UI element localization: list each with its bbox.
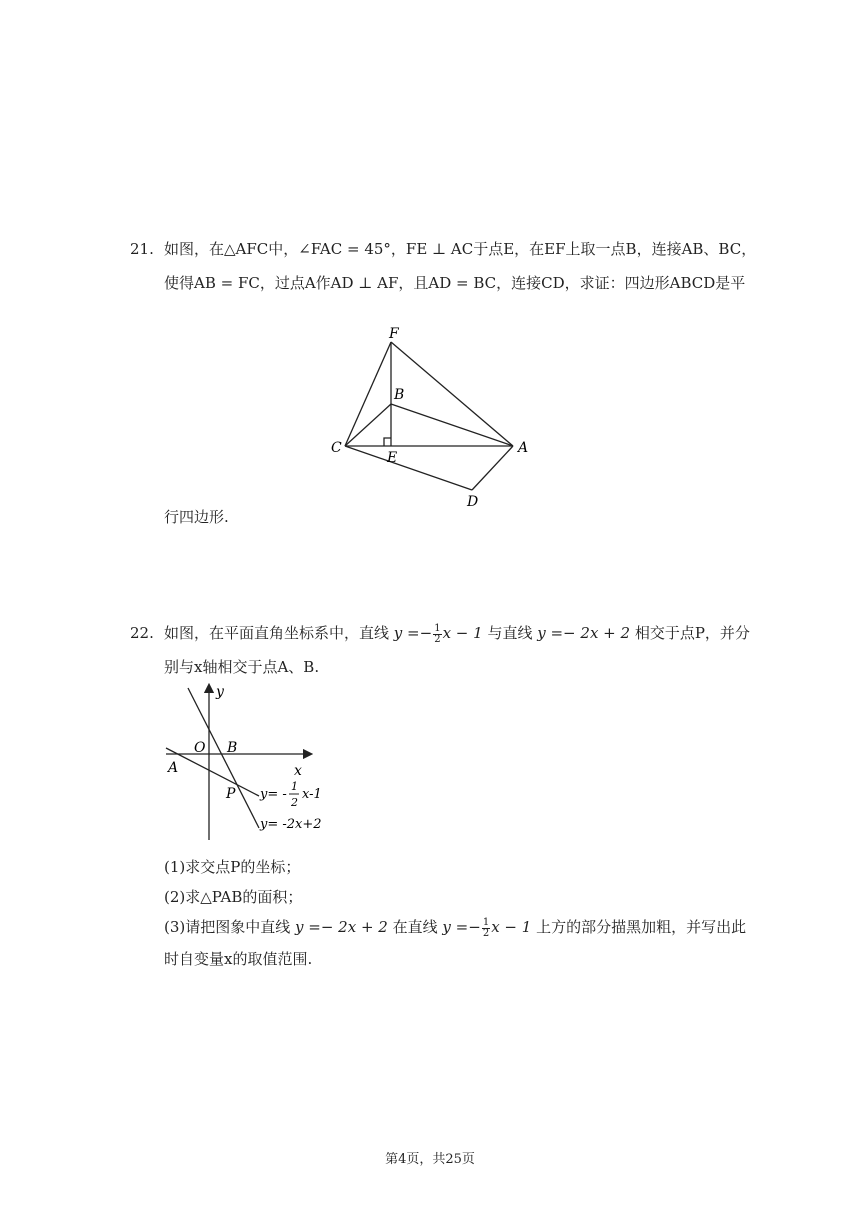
point-label-B: B <box>394 387 405 403</box>
fraction <box>482 918 490 939</box>
q22-sub3 <box>164 910 746 944</box>
point-label-C: C <box>331 440 342 456</box>
question-22 <box>130 616 750 684</box>
q21-line1: 如图，在△AFC中，∠FAC = 45°，FE ⊥ AC于点E，在EF上取一点B，连接AB、BC， <box>164 240 757 258</box>
equation-part: y =− <box>393 624 433 642</box>
q22-line2: 别与x轴相交于点A、B. <box>164 658 320 676</box>
line1-label-numerator: 1 <box>291 780 298 793</box>
q22-text: 相交于点P，并分 <box>634 624 750 642</box>
q22-text: 与直线 <box>487 624 533 642</box>
point-label-A: A <box>168 760 179 776</box>
question-21 <box>130 232 757 300</box>
line1-label-denominator: 2 <box>291 796 298 809</box>
q22-text: 上方的部分描黑加粗，并写出此 <box>536 918 747 936</box>
fraction-numerator: 1 <box>482 916 490 928</box>
equation-part: x − 1 <box>442 624 483 642</box>
origin-label: O <box>194 740 206 756</box>
fraction-denominator: 2 <box>482 927 490 939</box>
q21-line3: 行四边形. <box>164 508 229 526</box>
question-number: 21. <box>130 240 154 258</box>
q22-line1 <box>130 616 750 650</box>
line2-label: y= -2x+2 <box>260 817 322 832</box>
q21-line2: 使得AB = FC，过点A作AD ⊥ AF，且AD = BC，连接CD，求证：四边形ABCD是平 <box>164 274 746 292</box>
equation-part: y =− <box>442 918 481 936</box>
q22-sub1: (1)求交点P的坐标； <box>164 858 301 876</box>
question-number: 22. <box>130 624 154 642</box>
fraction-denominator: 2 <box>434 633 441 645</box>
q22-text: 如图，在平面直角坐标系中，直线 <box>164 624 390 642</box>
point-label-F: F <box>389 326 399 342</box>
fraction-numerator: 1 <box>434 622 441 634</box>
line1-label: y= - <box>260 787 287 802</box>
point-label-E: E <box>387 450 398 466</box>
q22-text: 在直线 <box>392 918 438 936</box>
q22-text: (3)请把图象中直线 <box>164 918 291 936</box>
equation: y =− 2x + 2 <box>295 918 388 936</box>
line1-label-tail: x-1 <box>302 787 322 802</box>
q22-sub4: 时自变量x的取值范围. <box>164 950 313 968</box>
equation-part: x − 1 <box>491 918 532 936</box>
q22-figure <box>160 680 350 846</box>
point-label-D: D <box>467 494 479 510</box>
equation: y =− 2x + 2 <box>537 624 631 642</box>
q22-sub2: (2)求△PAB的面积； <box>164 888 303 906</box>
page-footer: 第4页，共25页 <box>385 1152 475 1167</box>
point-label-P: P <box>226 786 236 802</box>
q21-figure <box>325 322 535 512</box>
point-label-A: A <box>518 440 529 456</box>
x-axis-label: x <box>294 763 302 779</box>
point-label-B: B <box>227 740 238 756</box>
y-axis-label: y <box>216 684 224 700</box>
q21-continuation <box>130 500 730 534</box>
fraction <box>433 624 441 645</box>
